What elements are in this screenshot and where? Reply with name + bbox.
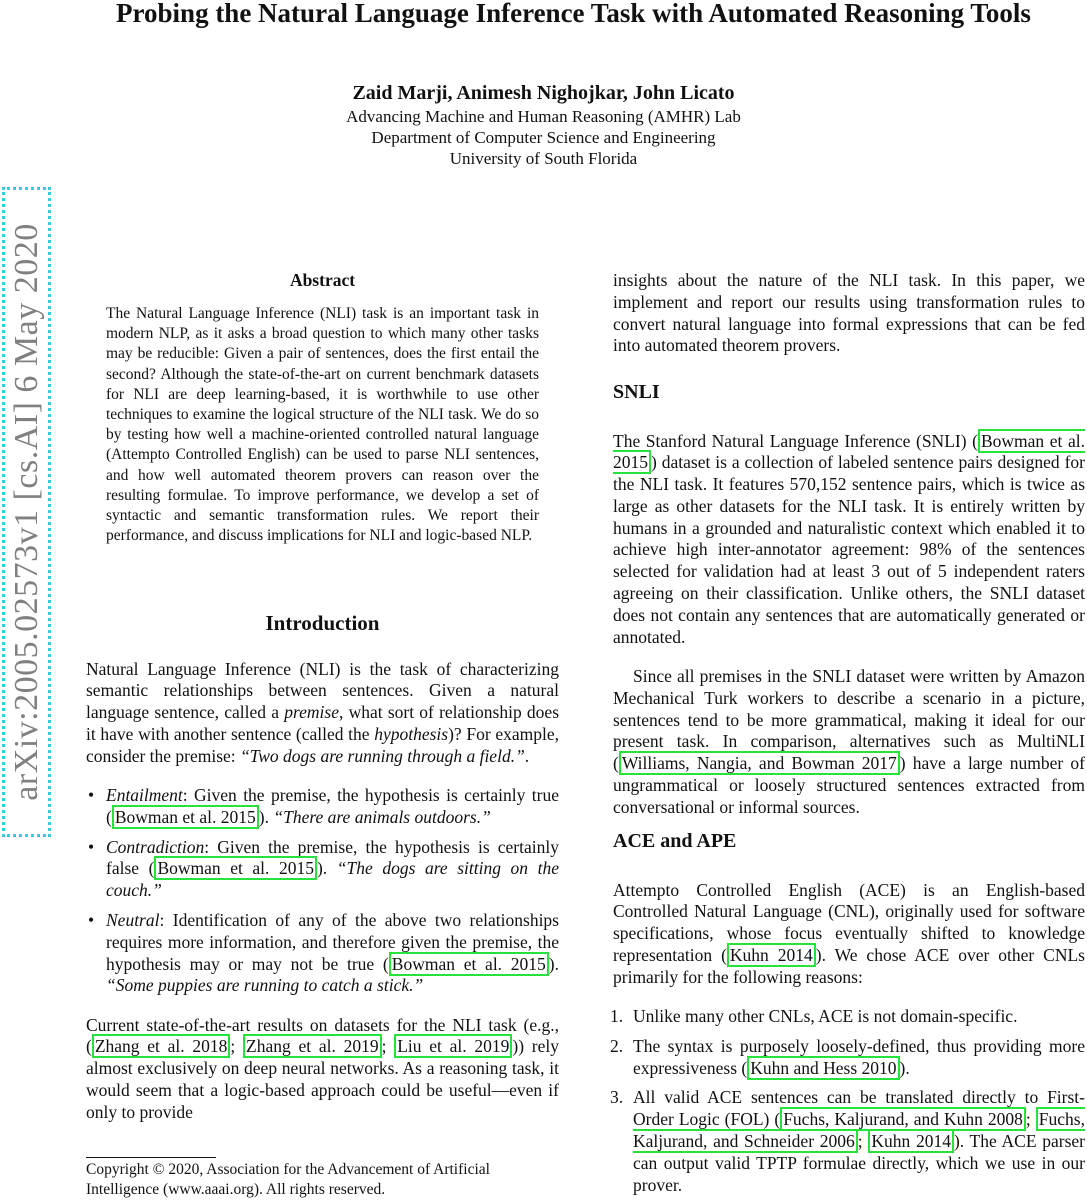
snli-body xyxy=(613,413,1085,836)
abstract-heading: Abstract xyxy=(289,270,356,290)
ace-heading: ACE and APE xyxy=(613,830,737,852)
citation-link[interactable]: Kuhn and Hess 2010 xyxy=(747,1056,899,1080)
citation-link[interactable]: Zhang et al. 2018 xyxy=(92,1034,231,1058)
list-item: • Contradiction: Given the premise, the hypothesis is certainly false ( Bowman et al. 2015 ). “The dogs are sitting on the couch.” xyxy=(86,837,559,902)
introduction-body xyxy=(86,641,559,1141)
author-names: Zaid Marji, Animesh Nighojkar, John Licato xyxy=(352,82,735,104)
citation-link[interactable]: Bowman et al. 2015 xyxy=(613,430,1085,473)
copyright-notice: Copyright © 2020, Association for the Advancement of Artificial Intelligence (www.aaai.org). All rights reserved. xyxy=(86,1161,490,1198)
list-item: • Entailment: Given the premise, the hypothesis is certainly true ( Bowman et al. 2015 ). “There are animals outdoors.” xyxy=(86,785,559,829)
reasons-list xyxy=(610,1005,1085,1196)
citation-link[interactable]: Bowman et al. 2015 xyxy=(154,856,317,880)
arxiv-id: arXiv:2005.02573v1 [cs.AI] 6 May 2020 xyxy=(7,223,45,801)
snli-paragraph: The Stanford Natural Language Inference (SNLI) ( Bowman et al. 2015 ) dataset is a collection of labeled sentence pairs designed for the NLI task. It features 570,152 sentence pairs, which is twice as large as other datasets for the NLI task. It is entirely written by humans in a grounded and naturalistic context which enabled it to achieve high inter-annotator agreement: 98% of the sentences selected for validation had at least 3 out of 5 independent raters agreeing on their classification. Unlike others, the SNLI dataset does not contain any sentences that are automatically generated or annotated. xyxy=(613,430,1085,647)
affiliation-line: University of South Florida xyxy=(449,149,638,168)
introduction-paragraph: Natural Language Inference (NLI) is the task of characterizing semantic relationships between sentences. Given a natural language sentence, called a premise, what sort of relationship does it have with another sentence (called the hypothesis)? For example, consider the premise: “Two dogs are running through a field.”. xyxy=(86,658,560,766)
right-column-intro: insights about the nature of the NLI task. In this paper, we implement and report our results using transformation rules to convert natural language into formal expressions that can be fed into automated theorem provers. xyxy=(613,270,1085,356)
arxiv-stamp[interactable] xyxy=(2,187,51,837)
list-item: 3. All valid ACE sentences can be translated directly to First-Order Logic (FOL) ( Fuchs, Kaljurand, and Kuhn 2008 ; Fuchs, Kaljurand, and Schneider 2006 ; Kuhn 2014 ). The ACE parser can output valid TPTP formulae directly, which we use in our prover. xyxy=(610,1087,1085,1195)
citation-link[interactable]: Fuchs, Kaljurand, and Kuhn 2008 xyxy=(780,1107,1026,1131)
snli-heading: SNLI xyxy=(613,381,660,403)
introduction-paragraph: Current state-of-the-art results on datasets for the NLI task (e.g., ( Zhang et al. 2018 ; Zhang et al. 2019 ; Liu et al. 2019 )) rely almost exclusively on deep neural networks. As a reasoning task, it would seem that a logic-based approach could be useful—even if only to provide xyxy=(86,1014,559,1122)
paper-title: Probing the Natural Language Inference Task with Automated Reasoning Tools xyxy=(116,0,1031,28)
list-item: 1. Unlike many other CNLs, ACE is not domain-specific. xyxy=(610,1005,1018,1026)
citation-link[interactable]: Bowman et al. 2015 xyxy=(112,805,259,829)
citation-link[interactable]: Williams, Nangia, and Bowman 2017 xyxy=(619,751,900,775)
list-item: 2. The syntax is purposely loosely-defined, thus providing more expressiveness ( Kuhn and Hess 2010 ). xyxy=(610,1035,1085,1078)
snli-paragraph: Since all premises in the SNLI dataset were written by Amazon Mechanical Turk workers to describe a scenario in a picture, sentences tend to be more grammatical, making it ideal for our present task. In comparison, alternatives such as MultiNLI ( Williams, Nangia, and Bowman 2017 ) have a large number of ungrammatical or loosely structured sentences extracted from conversational or informal sources. xyxy=(613,665,1085,817)
author-block xyxy=(0,80,1087,169)
relation-list xyxy=(86,785,559,997)
citation-link[interactable]: Kuhn 2014 xyxy=(868,1129,954,1153)
citation-link[interactable]: Kuhn 2014 xyxy=(727,943,816,967)
introduction-heading: Introduction xyxy=(265,611,380,635)
affiliation-line: Department of Computer Science and Engineering xyxy=(371,128,716,147)
abstract-text: The Natural Language Inference (NLI) task is an important task in modern NLP, as it asks a broad question to which many other tasks may be reducible: Given a pair of sentences, does the first entail the second? Although the state-of-the-art on current benchmark datasets for NLI are deep learning-based, it is worthwhile to use other techniques to examine the logical structure of the NLI task. We do so by testing how well a machine-oriented controlled natural language (Attempto Controlled English) can be used to parse NLI sentences, and how well automated theorem provers can reason over the resulting formulae. To improve performance, we develop a set of syntactic and semantic transformation rules. We report their performance, and discuss implications for NLI and logic-based NLP. xyxy=(106,305,539,545)
citation-link[interactable]: Fuchs, Kaljurand, and Schneider 2006 xyxy=(633,1109,1085,1151)
citation-link[interactable]: Zhang et al. 2019 xyxy=(243,1034,382,1058)
footnote-rule xyxy=(86,1157,216,1158)
citation-link[interactable]: Bowman et al. 2015 xyxy=(389,952,549,976)
citation-link[interactable]: Liu et al. 2019 xyxy=(394,1034,512,1058)
ace-paragraph: Attempto Controlled English (ACE) is an English-based Controlled Natural Language (CNL), originally used for software specifications, whose focus eventually shifted to knowledge representation ( Kuhn 2014 ). We chose ACE over other CNLs primarily for the following reasons: xyxy=(613,879,1085,987)
ace-body xyxy=(610,862,1085,1204)
affiliation-line: Advancing Machine and Human Reasoning (AMHR) Lab xyxy=(346,107,741,126)
list-item: • Neutral: Identification of any of the above two relationships requires more information, and therefore given the premise, the hypothesis may or may not be true ( Bowman et al. 2015 ). “Some puppies are running to catch a stick.” xyxy=(86,910,559,997)
